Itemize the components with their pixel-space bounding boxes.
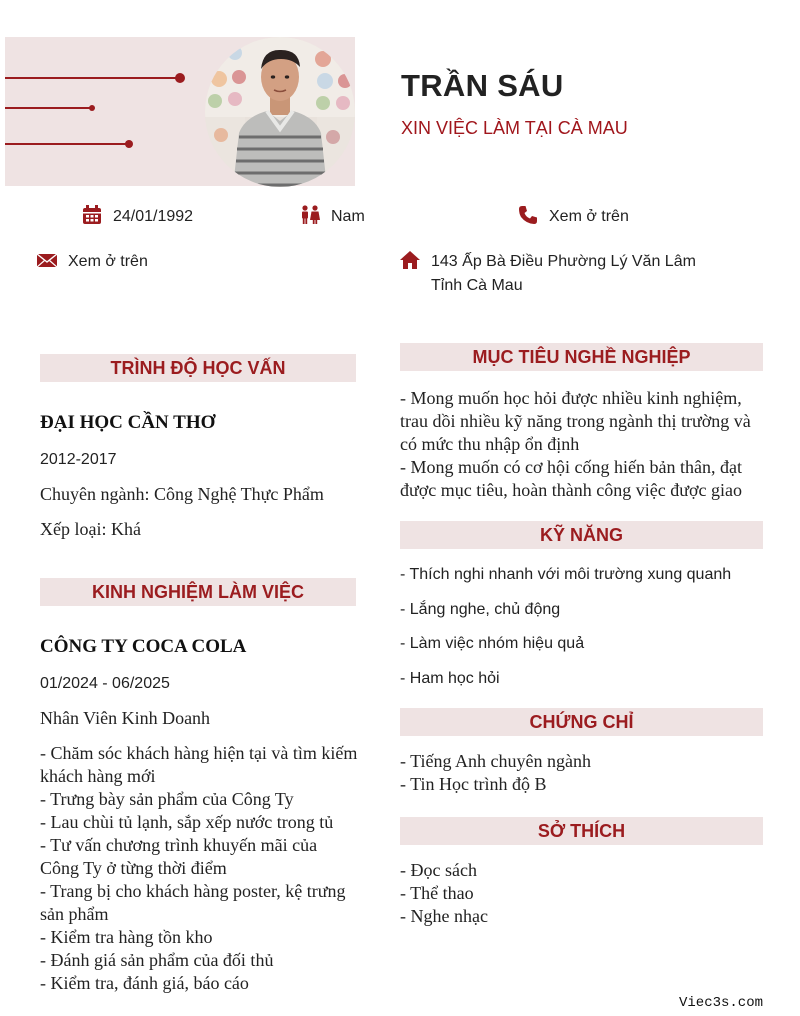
decorative-line [5, 143, 129, 145]
address-value [431, 250, 696, 298]
skill-item: - Làm việc nhóm hiệu quả [400, 635, 585, 652]
decorative-dot [89, 105, 95, 111]
dob-value: 24/01/1992 [113, 208, 194, 225]
phone-field [518, 205, 629, 229]
education-period: 2012-2017 [40, 451, 117, 468]
duty-item: - Đánh giá sản phẩm của đối thủ [40, 950, 274, 970]
calendar-icon [82, 205, 104, 225]
dob-field [82, 205, 193, 229]
duty-item: - Kiểm tra hàng tồn kho [40, 927, 213, 947]
objective-line: - Mong muốn có cơ hội cống hiến bản thân, đạt được mục tiêu, hoàn thành công việc được giao [400, 457, 742, 500]
hobbies-list [400, 859, 766, 928]
footer-brand: Viec3s.com [678, 995, 763, 1011]
candidate-name: TRẦN SÁU [401, 68, 564, 103]
certificates-heading: CHỨNG CHỈ [400, 708, 763, 736]
duty-item: - Kiểm tra, đánh giá, báo cáo [40, 973, 249, 993]
school-name: ĐẠI HỌC CẦN THƠ [40, 412, 216, 433]
skill-item: - Thích nghi nhanh với môi trường xung quanh [400, 566, 732, 583]
email-field [37, 250, 148, 274]
skills-heading: KỸ NĂNG [400, 521, 763, 549]
hobby-item: - Nghe nhạc [400, 906, 488, 926]
education-heading: TRÌNH ĐỘ HỌC VẤN [40, 354, 356, 382]
skill-item: - Ham học hỏi [400, 670, 500, 687]
gender-icon [300, 205, 322, 225]
job-duties [40, 742, 360, 995]
job-role: Nhân Viên Kinh Doanh [40, 708, 211, 728]
experience-period: 01/2024 - 06/2025 [40, 675, 170, 692]
education-major: Chuyên ngành: Công Nghệ Thực Phẩm [40, 484, 324, 504]
desired-position: XIN VIỆC LÀM TẠI CÀ MAU [401, 118, 628, 138]
duty-item: - Trưng bày sản phẩm của Công Ty [40, 789, 294, 809]
hobby-item: - Thể thao [400, 883, 474, 903]
education-grade: Xếp loại: Khá [40, 519, 141, 539]
phone-icon [518, 205, 540, 225]
envelope-icon [37, 250, 59, 270]
phone-value: Xem ở trên [549, 208, 629, 225]
hobbies-heading: SỞ THÍCH [400, 817, 763, 845]
decorative-line [5, 77, 180, 79]
profile-photo [205, 37, 355, 187]
gender-field [300, 205, 365, 229]
decorative-dot [125, 140, 133, 148]
gender-value: Nam [331, 208, 365, 225]
home-icon [400, 250, 422, 270]
hobby-item: - Đọc sách [400, 860, 477, 880]
objective-heading: MỤC TIÊU NGHỀ NGHIỆP [400, 343, 763, 371]
certificate-item: - Tiếng Anh chuyên ngành [400, 751, 591, 771]
decorative-line [5, 107, 91, 109]
skill-item: - Lắng nghe, chủ động [400, 601, 561, 618]
duty-item: - Lau chùi tủ lạnh, sắp xếp nước trong tủ [40, 812, 334, 832]
address-line-2: Tỉnh Cà Mau [431, 277, 523, 294]
duty-item: - Trang bị cho khách hàng poster, kệ trưng sản phẩm [40, 881, 346, 924]
email-value: Xem ở trên [68, 253, 148, 270]
objective-line: - Mong muốn học hỏi được nhiều kinh nghiệm, trau dồi nhiều kỹ năng trong ngành thị trường và có mức thu nhập ổn định [400, 388, 751, 454]
address-field [400, 250, 696, 298]
certificate-item: - Tin Học trình độ B [400, 774, 547, 794]
experience-heading: KINH NGHIỆM LÀM VIỆC [40, 578, 356, 606]
company-name: CÔNG TY COCA COLA [40, 636, 247, 657]
duty-item: - Chăm sóc khách hàng hiện tại và tìm kiếm khách hàng mới [40, 743, 358, 786]
decorative-dot [175, 73, 185, 83]
certificates-list [400, 750, 766, 796]
objective-text [400, 387, 766, 502]
address-line-1: 143 Ấp Bà Điều Phường Lý Văn Lâm [431, 253, 696, 270]
duty-item: - Tư vấn chương trình khuyến mãi của Công Ty ở từng thời điểm [40, 835, 318, 878]
